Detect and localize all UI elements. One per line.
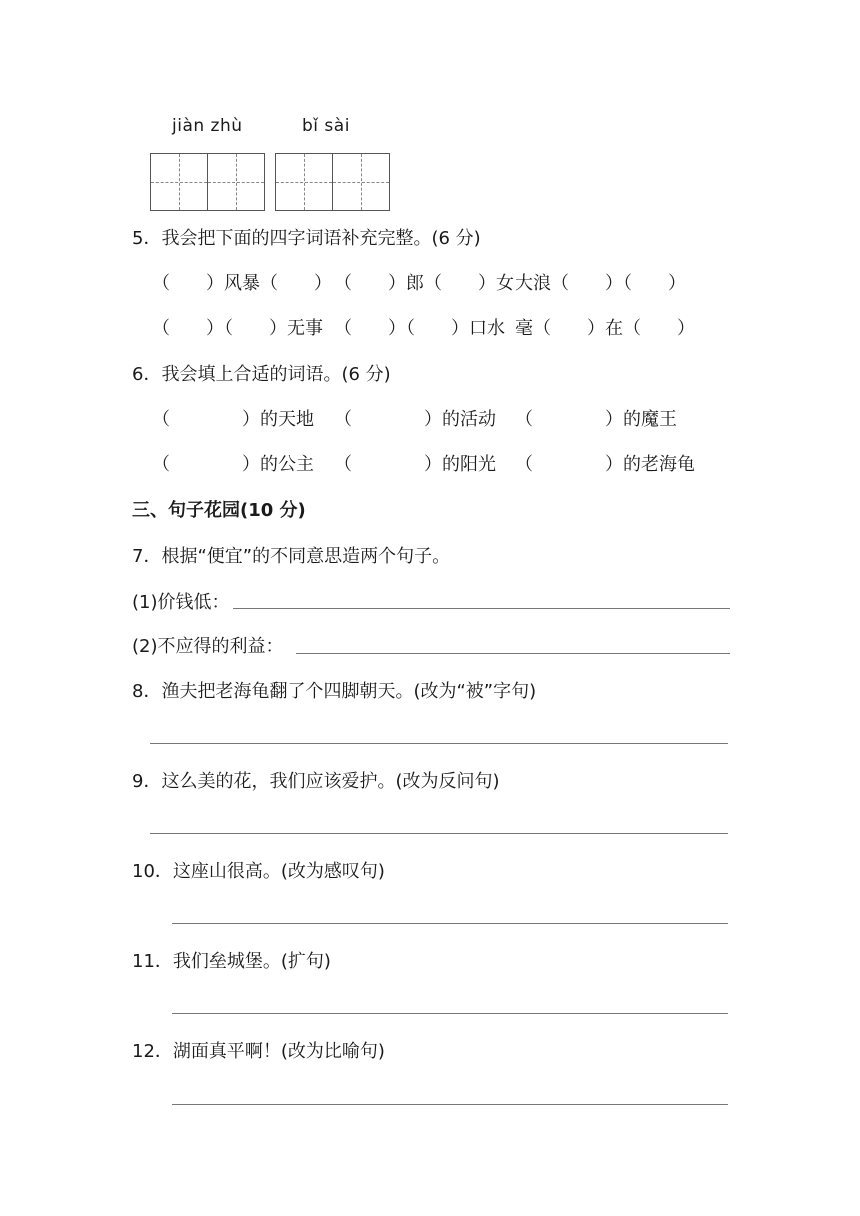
q6-item[interactable]: （ ）的阳光 <box>334 454 496 475</box>
q5-item[interactable]: （ ）（ ）口水 <box>334 318 505 339</box>
q5-item[interactable]: 毫（ ）在（ ） <box>515 318 695 339</box>
grid-cell[interactable] <box>151 154 208 210</box>
q5-item[interactable]: 大浪（ ）（ ） <box>515 273 686 294</box>
q5-item[interactable]: （ ）郎（ ）女 <box>334 273 514 294</box>
q5-title: 5．我会把下面的四字词语补充完整。(6 分) <box>132 228 481 249</box>
answer-line[interactable] <box>172 1104 728 1105</box>
section-title: 三、句子花园(10 分) <box>132 500 306 521</box>
q5-item[interactable]: （ ）风暴（ ） <box>152 273 332 294</box>
grid-cell[interactable] <box>208 154 264 210</box>
answer-line[interactable] <box>172 923 728 924</box>
q6-item[interactable]: （ ）的魔王 <box>515 409 677 430</box>
writing-grid-bisai[interactable] <box>275 153 390 211</box>
q6-item[interactable]: （ ）的天地 <box>152 409 314 430</box>
pinyin-jianzhu: jiàn zhù <box>172 116 243 136</box>
grid-cell[interactable] <box>333 154 389 210</box>
answer-line[interactable] <box>296 653 730 654</box>
writing-grid-jianzhu[interactable] <box>150 153 265 211</box>
q6-item[interactable]: （ ）的活动 <box>334 409 496 430</box>
q12-title: 12．湖面真平啊！(改为比喻句) <box>132 1041 385 1062</box>
grid-cell[interactable] <box>276 154 333 210</box>
q7-label-a: (1)价钱低： <box>132 592 230 613</box>
answer-line[interactable] <box>150 743 728 744</box>
answer-line[interactable] <box>233 608 730 609</box>
q9-title: 9．这么美的花，我们应该爱护。(改为反问句) <box>132 771 500 792</box>
answer-line[interactable] <box>150 833 728 834</box>
q7-label-b: (2)不应得的利益： <box>132 636 284 657</box>
q6-item[interactable]: （ ）的老海龟 <box>515 454 695 475</box>
q7-title: 7．根据“便宜”的不同意思造两个句子。 <box>132 546 451 567</box>
q8-title: 8．渔夫把老海龟翻了个四脚朝天。(改为“被”字句) <box>132 681 537 702</box>
pinyin-bisai: bǐ sài <box>302 116 350 136</box>
q6-title: 6．我会填上合适的词语。(6 分) <box>132 364 391 385</box>
q10-title: 10．这座山很高。(改为感叹句) <box>132 861 385 882</box>
answer-line[interactable] <box>172 1013 728 1014</box>
q11-title: 11．我们垒城堡。(扩句) <box>132 951 331 972</box>
q5-item[interactable]: （ ）（ ）无事 <box>152 318 323 339</box>
q6-item[interactable]: （ ）的公主 <box>152 454 314 475</box>
